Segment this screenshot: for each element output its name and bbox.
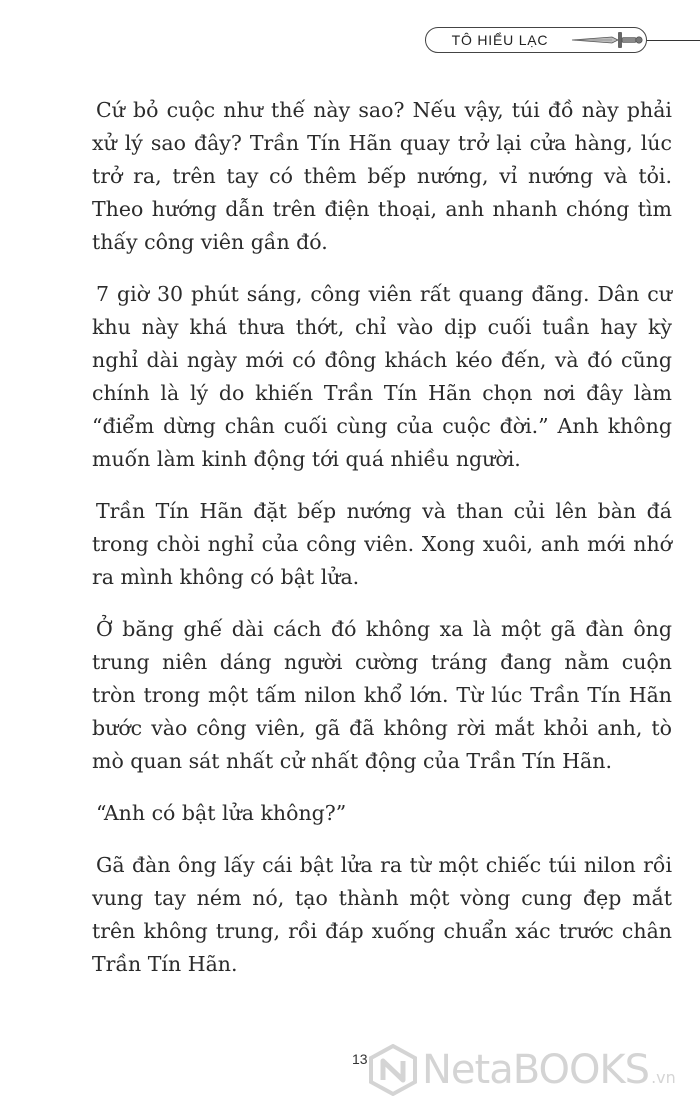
paragraph: “Anh có bật lửa không?”	[96, 801, 347, 825]
paragraph: Gã đàn ông lấy cái bật lửa ra từ một chiếc túi nilon rồi vung tay ném nó, tạo thành một vòng cung đẹp mắt trên không trung, rồi đáp xuống chuẩn xác trước chân Trần Tín Hãn.	[92, 853, 672, 976]
watermark-text: NetaBOOKS	[422, 1047, 650, 1093]
sword-icon	[568, 26, 648, 54]
paragraph: Cứ bỏ cuộc như thế này sao? Nếu vậy, túi đồ này phải xử lý sao đây? Trần Tín Hãn quay trở lại cửa hàng, lúc trở ra, trên tay có thêm bếp nướng, vỉ nướng và tỏi. Theo hướng dẫn trên điện thoại, anh nhanh chóng tìm thấy công viên gần đó.	[92, 98, 672, 254]
running-title: TÔ HIỂU LẠC	[451, 32, 549, 48]
page-number: 13	[352, 1051, 368, 1067]
watermark-suffix: .vn	[651, 1067, 676, 1087]
page-body	[92, 94, 672, 1000]
watermark	[368, 1044, 698, 1096]
paragraph: Trần Tín Hãn đặt bếp nướng và than củi lên bàn đá trong chòi nghỉ của công viên. Xong xuôi, anh mới nhớ ra mình không có bật lửa.	[92, 499, 672, 589]
netabooks-logo-icon	[368, 1044, 418, 1096]
paragraph: 7 giờ 30 phút sáng, công viên rất quang đãng. Dân cư khu này khá thưa thớt, chỉ vào dịp cuối tuần hay kỳ nghỉ dài ngày mới có đông khách kéo đến, và đó cũng chính là lý do khiến Trần Tín Hãn chọn nơi đây làm “điểm dừng chân cuối cùng của cuộc đời.” Anh không muốn làm kinh động tới quá nhiều người.	[92, 282, 672, 471]
paragraph: Ở băng ghế dài cách đó không xa là một gã đàn ông trung niên dáng người cường tráng đang nằm cuộn tròn trong một tấm nilon khổ lớn. Từ lúc Trần Tín Hãn bước vào công viên, gã đã không rời mắt khỏi anh, tò mò quan sát nhất cử nhất động của Trần Tín Hãn.	[92, 617, 672, 773]
